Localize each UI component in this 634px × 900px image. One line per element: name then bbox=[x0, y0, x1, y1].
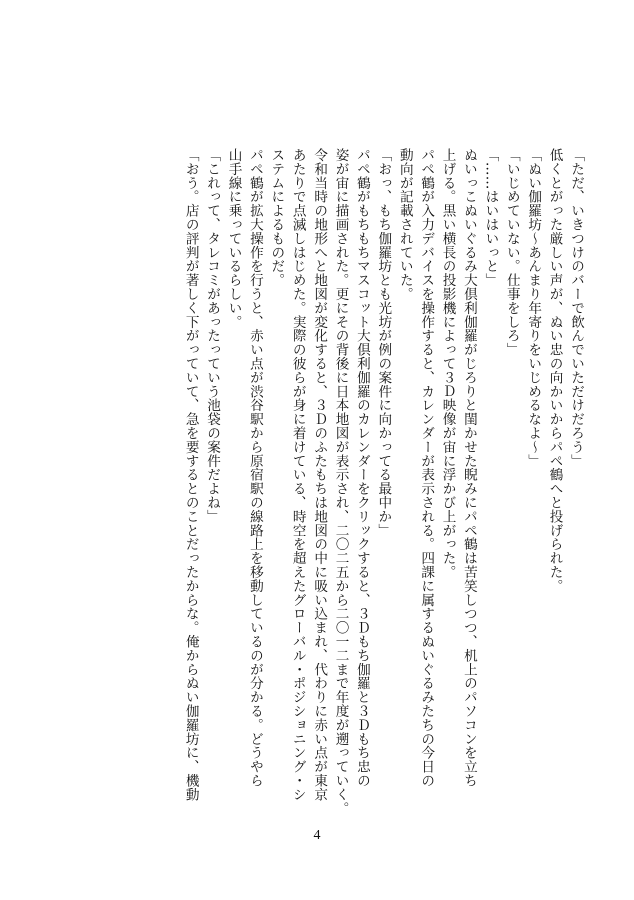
text-line: 低くとがった厳しい声が、ぬい忠の向かいからパペ鶴へと投げられた。 bbox=[546, 148, 563, 593]
page-number: 4 bbox=[313, 828, 321, 843]
text-line: 姿が宙に描画された。更にその背後に日本地図が表示され、二〇二五から二〇一二まで年度が遡っていく。 bbox=[332, 148, 349, 816]
text-line: ぬいっこぬいぐるみ大倶利伽羅がじろりと閨かせた睨みにパペ鶴は苦笑しつつ、机上のパソコンを立ち bbox=[460, 148, 477, 788]
text-line: ステムによるものだ。 bbox=[268, 148, 285, 287]
text-line: 「……はいはいっと」 bbox=[482, 148, 499, 287]
text-line: 「ただ、いきつけのバーで飲んでいただけだろう」 bbox=[568, 148, 584, 468]
text-line: パペ鶴が拡大操作を行うと、赤い点が渋谷駅から原宿駅の線路上を移動しているのが分かる。どうやら bbox=[246, 148, 263, 788]
text-line: 令和当時の地形へと地図が変化すると、３Ｄのふたもちは地図の中に吸い込まれ、代わりに赤い点が東京 bbox=[311, 148, 328, 802]
text-line: 「ぬい伽羅坊〜あんまり年寄りをいじめるなよ〜」 bbox=[525, 148, 542, 468]
text-line: 「おう。店の評判が著しく下がっていて、急を要するとのことだったからな。俺からぬい伽羅坊に、機動 bbox=[182, 148, 199, 802]
text-line: 「これって、タレコミがあったっていう池袋の案件だよね」 bbox=[204, 148, 221, 524]
text-line: 「おっ、もち伽羅坊とも光坊が例の案件に向かってる最中か」 bbox=[375, 148, 392, 538]
text-line: 動向が記載されていた。 bbox=[396, 148, 413, 301]
text-line: パペ鶴がもちもちマスコット大倶利伽羅のカレンダーをクリックすると、３Ｄもち伽羅と３Ｄもち忠の bbox=[353, 148, 370, 788]
body-text bbox=[179, 148, 586, 816]
text-line: あたりで点滅しはじめた。実際の彼らが身に着けている、時空を超えたグローバル・ポジショニング・シ bbox=[289, 148, 306, 802]
text-line: 「いじめていない。仕事をしろ」 bbox=[503, 148, 520, 357]
text-line: 上げる。黒い横長の投影機によって３Ｄ映像が宙に浮かび上がった。 bbox=[439, 148, 456, 579]
text-line: 山手線に乗っているらしい。 bbox=[225, 148, 242, 329]
text-line: パペ鶴が入力デバイスを操作すると、カレンダーが表示される。四課に属するぬいぐるみたちの今日の bbox=[418, 148, 435, 788]
